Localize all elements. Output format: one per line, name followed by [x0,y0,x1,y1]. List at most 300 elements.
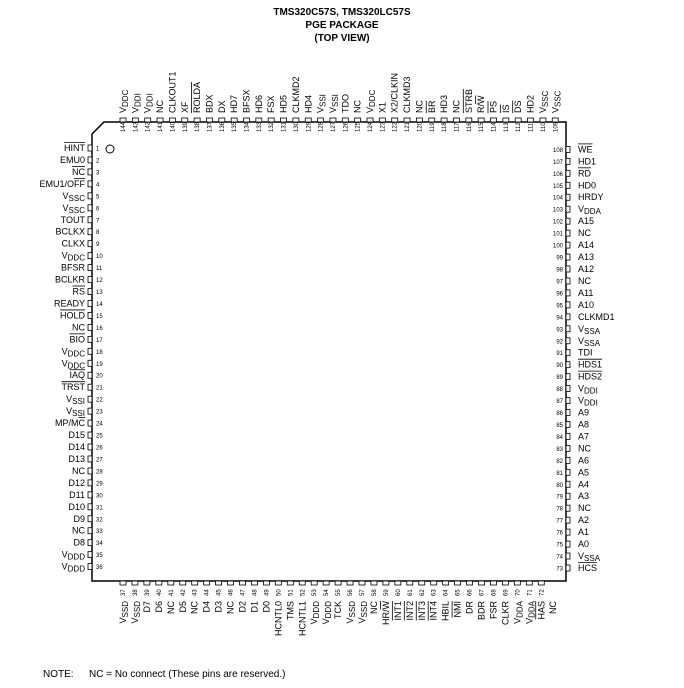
pin-42-number: 42 [180,589,187,596]
pin-9-label: CLKX [61,238,85,249]
pin-49-lead [263,581,269,585]
pin-20-label: IAQ [69,370,85,381]
pin-75-number: 75 [556,542,563,549]
pin-113-lead [503,118,509,122]
pin-40-number: 40 [156,589,163,596]
pin-87-number: 87 [556,399,563,406]
pin-82-number: 82 [556,458,563,465]
pin-111-lead [528,118,534,122]
pin-26-label: D14 [68,442,85,452]
pin-33-lead [88,528,92,534]
pin-61-label: INT2 [404,601,415,621]
pin-50-lead [275,581,281,585]
pin-123-label: X1 [377,101,388,113]
pin-80-label: A4 [578,479,590,490]
pin-3-lead [88,169,92,175]
pin-97-number: 97 [556,279,563,286]
pin-41-number: 41 [168,589,175,596]
pin-96-label: A11 [578,287,594,298]
pin-108-label: WE [578,144,593,155]
pin-137-number: 137 [207,121,214,132]
pin-79-number: 79 [556,494,563,501]
pin-66-label: DR [464,601,475,614]
pin-5-lead [88,193,92,199]
pin-45-number: 45 [216,589,223,596]
pin-98-number: 98 [556,267,563,274]
pin-43-label: NC [189,601,200,614]
pin-63-lead [431,581,437,585]
pin-106-number: 106 [552,171,563,178]
pin-42-lead [180,581,186,585]
pin-33-label: NC [72,525,85,536]
pin-106-lead [566,170,570,176]
pin-27-label: D13 [68,453,85,464]
pin-124-number: 124 [368,121,374,132]
pin-123-number: 123 [380,121,387,132]
pin-51-lead [287,581,293,585]
pin-43-lead [192,581,198,585]
pin-6-lead [88,205,92,211]
pin-29-number: 29 [96,481,103,488]
pin-122-number: 122 [392,121,399,132]
pin-135-label: HD7 [229,94,240,113]
pin-68-label: FSR [488,601,499,619]
pin-4-number: 4 [96,182,100,189]
pin-128-lead [318,118,324,122]
pin-48-label: D1 [249,601,260,613]
pin-56-number: 56 [348,589,355,596]
note [43,669,285,680]
pin-98-label: A12 [578,264,595,274]
pin-94-label: CLKMD1 [578,311,615,322]
pin-94-number: 94 [556,315,563,322]
pin-139-number: 139 [182,121,189,132]
pin-46-number: 46 [228,589,235,596]
pin-75-lead [566,541,570,547]
pin-99-label: A13 [578,252,595,263]
pin-51-number: 51 [288,589,295,596]
pin-102-lead [566,218,570,224]
pin-63-label: INT4 [428,601,439,621]
pin-22-label: VSSI [66,394,85,407]
pin-56-lead [347,581,353,585]
pin-60-lead [395,581,401,585]
pin-43-number: 43 [192,589,199,596]
pin-103-label: VDDA [578,204,601,217]
pin-128-label: VSSI [315,94,328,113]
pin-83-lead [566,445,570,451]
pin-14-number: 14 [96,301,103,308]
pin-36-number: 36 [96,565,103,572]
pin-83-number: 83 [556,446,563,453]
pin-130-number: 130 [293,121,300,132]
pin-101-number: 101 [552,231,563,238]
pin-8-lead [88,229,92,235]
pin-144-label: VDDC [118,89,130,113]
pin-112-number: 112 [516,122,523,132]
pin-39-lead [144,581,150,585]
pin-95-number: 95 [556,303,563,310]
pin-121-lead [404,118,410,122]
pin-81-label: A5 [578,467,590,478]
pin-74-number: 74 [556,554,563,561]
pin-59-number: 59 [383,589,390,596]
pin-141-number: 141 [158,121,165,132]
pin-82-label: A6 [578,455,590,466]
pin-131-lead [281,118,287,122]
pin-85-number: 85 [556,422,563,429]
pin-139-label: XF [179,101,190,113]
pin-90-lead [566,362,570,368]
pin-108-lead [566,146,570,152]
pin-13-lead [88,289,92,295]
pin-55-lead [335,581,341,585]
pin-38-number: 38 [132,589,139,596]
pin-23-lead [88,408,92,414]
pin-12-label: BCLKR [54,274,85,285]
device-title: TMS320C57S, TMS320LC57S [273,7,411,18]
pin-138-number: 138 [195,121,202,132]
pin-123-lead [379,118,385,122]
pin-129-label: HD4 [303,94,314,113]
pin-2-label: EMU0 [59,154,85,165]
pin-32-label: D9 [73,513,85,524]
pin-7-label: TOUT [60,214,85,225]
pin-58-lead [371,581,377,585]
pin-8-number: 8 [96,230,100,237]
pin-57-lead [359,581,365,585]
pin-11-number: 11 [96,266,103,273]
pin-74-label: VSSA [578,551,601,564]
pin-140-number: 140 [170,121,177,132]
pin-76-number: 76 [556,530,563,537]
pin-69-lead [502,581,508,585]
pin-42-label: D5 [177,601,188,613]
pin-66-lead [467,581,473,585]
pin-44-lead [204,581,210,585]
pin-140-label: CLKOUT1 [167,71,178,113]
pin-26-number: 26 [96,445,103,452]
pin-122-lead [392,118,398,122]
pin-40-label: D6 [153,601,164,613]
pin-62-number: 62 [419,589,426,596]
pin-118-label: HD3 [439,94,450,113]
pin-99-lead [566,254,570,260]
pin-7-lead [88,217,92,223]
pin-134-lead [244,118,250,122]
pin-73-number: 73 [556,566,563,573]
pin-19-number: 19 [96,361,103,368]
pin-30-label: D11 [69,489,85,500]
pin-85-label: A8 [578,419,590,430]
pin-55-label: TCK [333,601,344,619]
pin-88-label: VDDI [578,383,598,396]
pin-78-number: 78 [556,506,563,513]
pin-136-lead [219,118,225,122]
pin-84-lead [566,433,570,439]
pin-104-lead [566,194,570,200]
pin-104-label: HRDY [578,192,604,203]
pin-77-number: 77 [556,518,563,525]
pin-64-lead [443,581,449,585]
pin-18-lead [88,348,92,354]
pin-11-label: BFSR [60,262,85,273]
pin-23-number: 23 [96,409,103,416]
pin-111-number: 111 [528,122,535,132]
pin-77-lead [566,517,570,523]
pin-34-number: 34 [96,541,103,548]
pin-132-label: FSX [266,95,277,113]
pin-30-number: 30 [96,493,103,500]
pin-1-lead [88,145,92,151]
pin-112-lead [515,118,521,122]
pin-126-lead [342,118,348,122]
pin-47-lead [240,581,246,585]
pin-94-lead [566,314,570,320]
pin-109-number: 109 [553,121,560,132]
pin-119-lead [429,118,435,122]
pin-101-label: NC [578,228,591,239]
pin-142-lead [145,118,151,122]
pin-141-lead [157,118,163,122]
pin-105-lead [566,182,570,188]
pin-75-label: A0 [578,539,590,550]
pin-38-label: VSSD [129,601,142,624]
pin-127-label: VSSI [327,94,340,113]
pin-104-number: 104 [552,195,563,202]
pin-17-lead [88,336,92,342]
pin-112-label: DS [513,100,524,113]
pin-130-lead [293,118,299,122]
pin-142-label: VDDI [142,93,155,113]
pin-120-lead [416,118,422,122]
pin-140-lead [169,118,175,122]
pin-16-lead [88,324,92,330]
pin-129-lead [305,118,311,122]
pin-105-number: 105 [552,183,563,190]
pin-128-number: 128 [318,121,325,132]
pin-72-label: HAS [536,601,547,620]
pin-15-lead [88,312,92,318]
pin-25-number: 25 [96,433,103,440]
pin-143-number: 143 [133,121,140,132]
note-text: NC = No connect (These pins are reserved.) [89,669,286,680]
pin-78-lead [566,505,570,511]
pin-110-lead [540,118,546,122]
pin-80-number: 80 [556,482,563,489]
pin-92-number: 92 [556,339,563,346]
pin-14-label: READY [53,298,85,309]
pin-68-number: 68 [491,589,498,596]
pin-47-number: 47 [240,589,247,596]
pin-22-lead [88,396,92,402]
pin-113-label: IS [500,104,511,113]
pin-27-number: 27 [96,457,103,464]
pin-91-number: 91 [556,351,563,358]
pin-15-label: HOLD [59,310,85,321]
pin-124-lead [367,118,373,122]
pin-9-number: 9 [96,242,100,249]
pin-100-number: 100 [552,243,563,250]
pin-71-lead [526,581,532,585]
pin-81-lead [566,469,570,475]
pin-4-label: EMU1/OFF [39,178,85,189]
pin-143-label: VDDI [130,93,143,113]
pin-137-label: BDX [204,94,215,113]
pin-67-lead [479,581,485,585]
pin-143-lead [132,118,138,122]
pin-28-label: NC [72,465,85,476]
pin-41-label: NC [165,601,176,614]
pin-36-lead [88,564,92,570]
pin-46-label: NC [225,601,236,614]
pin-52-number: 52 [300,589,307,596]
pin-121-number: 121 [405,121,412,132]
pin-107-label: HD1 [578,156,597,167]
pin-93-number: 93 [556,327,563,334]
pin-2-number: 2 [96,158,100,165]
pin-17-number: 17 [96,337,103,344]
pin-139-lead [182,118,188,122]
pin-57-number: 57 [360,589,366,596]
pin-16-number: 16 [96,325,103,332]
pin-88-lead [566,386,570,392]
chip-body [92,122,566,581]
pin-72-number: 72 [539,589,546,596]
pin-57-label: VSSD [357,601,369,624]
pin-53-label: VDDD [309,601,322,625]
pin-97-lead [566,278,570,284]
pin-27-lead [88,456,92,462]
pin-62-lead [419,581,425,585]
pin-55-number: 55 [336,589,343,596]
pin-6-label: VSSC [62,202,85,215]
pin-137-lead [206,118,212,122]
pin-96-number: 96 [556,291,563,298]
pin-56-label: VSSD [345,601,358,624]
pin-115-number: 115 [479,122,486,132]
pin-31-label: D10 [68,501,85,512]
pin-67-label: BDR [476,601,487,621]
pin-114-label: PS [488,100,499,113]
pin-4-lead [88,181,92,187]
pin-78-label: NC [578,503,591,514]
pin-110-number: 110 [540,122,547,132]
pin-125-number: 125 [355,121,362,132]
pin-59-label: HR/W [380,601,391,625]
pin-70-label: VDDA [512,601,525,624]
pin-102-number: 102 [552,219,563,226]
pin-79-label: A3 [578,491,590,502]
pin-63-number: 63 [431,589,438,596]
pin-86-lead [566,410,570,416]
pin-45-label: D3 [213,601,224,613]
pin-80-lead [566,481,570,487]
pin-37-number: 37 [121,589,127,596]
pin-47-label: D2 [237,601,248,613]
pin-90-number: 90 [556,363,563,370]
pin-76-lead [566,529,570,535]
pin-65-number: 65 [455,589,462,596]
pin-39-number: 39 [144,589,151,596]
pin-124-label: VDDC [365,89,377,113]
pin-138-lead [194,118,200,122]
pin-71-number: 71 [527,589,534,596]
pin-54-lead [323,581,329,585]
pin-48-number: 48 [252,589,259,596]
pin-40-lead [156,581,162,585]
pin-100-label: A14 [578,240,595,251]
pin-90-label: HDS1 [578,359,603,370]
pin-86-number: 86 [556,411,563,418]
pin-116-label: STRB [463,88,474,113]
pin-13-label: RS [72,286,85,297]
pin-20-lead [88,372,92,378]
pin-108-number: 108 [552,147,563,154]
pin-73-lead [566,565,570,571]
pin-58-number: 58 [371,589,378,596]
pin-88-number: 88 [556,387,563,394]
pin-49-label: D0 [261,601,272,613]
view-label: (TOP VIEW) [314,33,370,44]
pin-129-number: 129 [306,121,313,132]
pin-12-number: 12 [96,278,103,285]
note-label: NOTE: [43,669,74,680]
pin-19-lead [88,360,92,366]
pin-1-number: 1 [96,146,100,153]
pin-21-label: TRST [61,382,85,393]
pin-84-number: 84 [556,434,563,441]
pin-101-lead [566,230,570,236]
pin-44-label: D4 [201,601,212,613]
pin-122-label: X2/CLKIN [389,72,400,113]
pin-8-label: BCLKX [55,226,85,237]
pin-126-label: TDO [340,94,351,113]
pin-35-number: 35 [96,553,103,560]
pin-109-lead [552,118,558,122]
pin-67-number: 67 [479,589,486,596]
pin-46-lead [228,581,234,585]
pin-134-label: BFSX [241,89,252,113]
pin-91-lead [566,350,570,356]
pin-106-label: RD [578,168,591,179]
pin-81-number: 81 [556,470,563,477]
pin-6-number: 6 [96,206,100,213]
pin-119-label: BR [426,100,437,113]
pin-44-number: 44 [204,589,211,596]
pin-41-lead [168,581,174,585]
pin-65-lead [455,581,461,585]
pin-32-number: 32 [96,517,103,524]
pin-73-label: HCS [578,563,598,573]
pin-23-label: VSSI [66,406,85,419]
pin-2-lead [88,157,92,163]
pin-87-lead [566,398,570,404]
pin-28-lead [88,468,92,474]
pin-120-label: NC [414,100,425,113]
pin-33-number: 33 [96,529,103,536]
pin-7-number: 7 [96,218,100,225]
pin-54-number: 54 [324,589,331,596]
pin-31-lead [88,504,92,510]
pin-20-number: 20 [96,373,103,380]
pin-17-label: BIO [69,334,85,345]
pin-131-number: 131 [281,121,288,132]
pin-34-lead [88,540,92,546]
pin-52-label: HCNTL1 [297,601,308,637]
pin-120-number: 120 [417,121,424,132]
pin-24-label: MP/MC [55,418,85,429]
